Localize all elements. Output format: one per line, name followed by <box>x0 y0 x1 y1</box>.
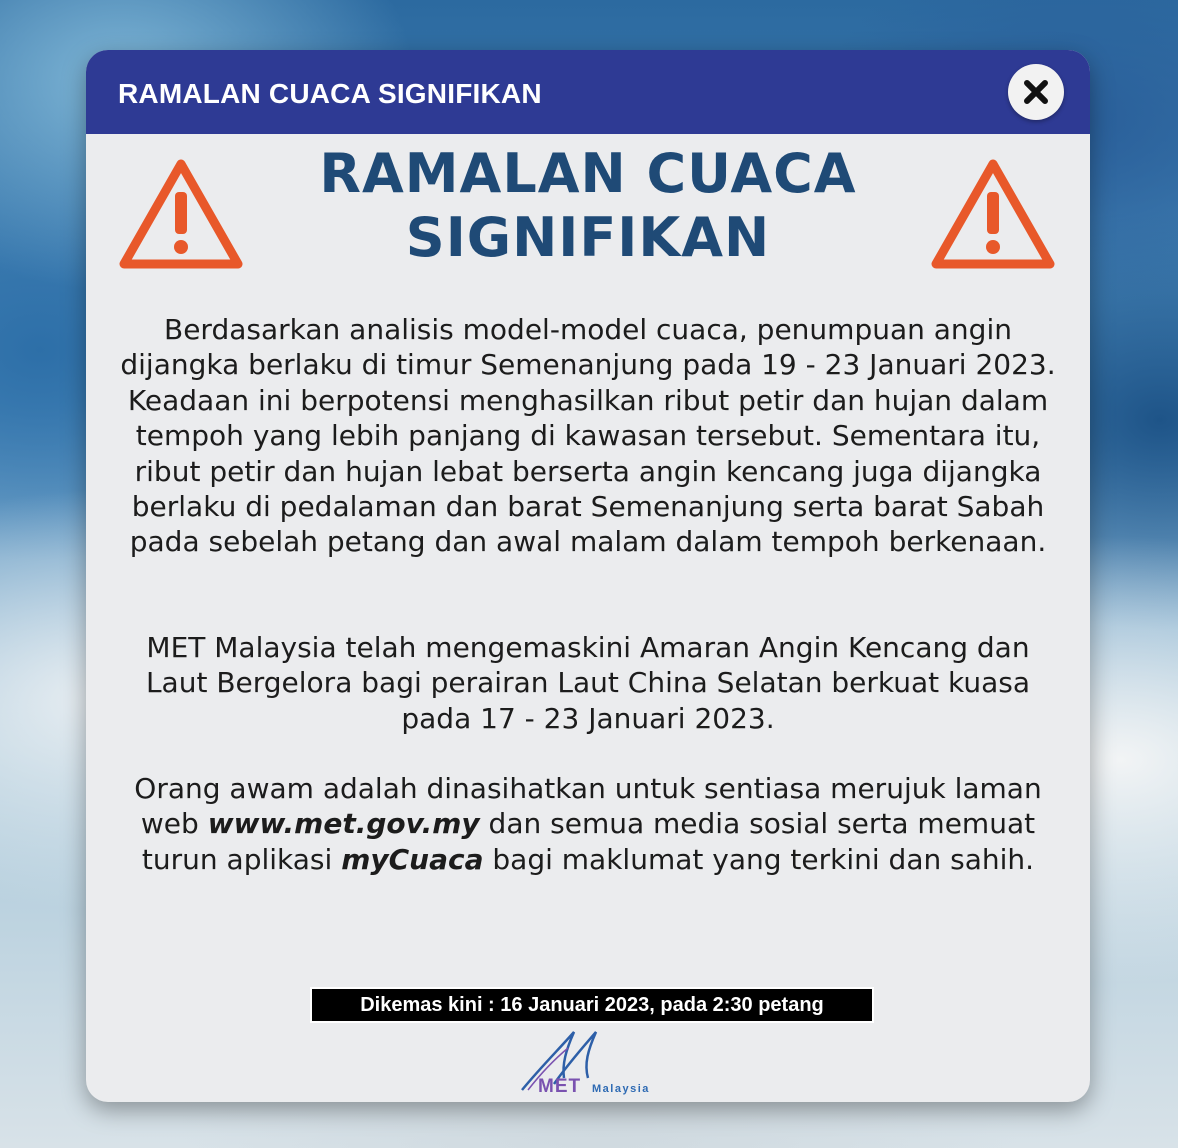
website-link[interactable]: www.met.gov.my <box>207 807 480 841</box>
close-icon <box>1023 79 1049 105</box>
advice-text: Orang awam adalah dinasihatkan untuk sentiasa merujuk laman web <box>134 772 1042 841</box>
poster-title-line1: RAMALAN CUACA <box>319 142 857 205</box>
logo-malaysia-text: Malaysia <box>592 1083 650 1095</box>
updated-timestamp: Dikemas kini : 16 Januari 2023, pada 2:30 petang <box>310 987 874 1023</box>
met-malaysia-logo <box>510 1028 670 1098</box>
advice-paragraph <box>116 771 1060 877</box>
poster-title <box>276 142 900 270</box>
warning-update-paragraph: MET Malaysia telah mengemaskini Amaran Angin Kencang dan Laut Bergelora bagi perairan Laut China Selatan berkuat kuasa pada 17 - 23 Januari 2023. <box>145 631 1031 735</box>
logo-met-text: MET <box>538 1076 582 1097</box>
weather-alert-dialog <box>86 50 1090 1102</box>
close-button[interactable] <box>1008 64 1064 120</box>
poster-title-line2: SIGNIFIKAN <box>405 206 771 269</box>
dialog-header <box>86 50 1090 134</box>
dialog-title: RAMALAN CUACA SIGNIFIKAN <box>118 78 542 109</box>
warning-triangle-icon <box>116 156 246 274</box>
app-name: myCuaca <box>341 842 484 876</box>
advice-text: dan semua media sosial serta memuat turun aplikasi <box>141 807 1036 876</box>
advice-text: bagi maklumat yang terkini dan sahih. <box>483 842 1035 876</box>
forecast-paragraph: Berdasarkan analisis model-model cuaca, penumpuan angin dijangka berlaku di timur Semenanjung pada 19 - 23 Januari 2023. Keadaan ini berpotensi menghasilkan ribut petir dan hujan dalam tempoh yang lebih panjang di kawasan tersebut. Sementara itu, ribut petir dan hujan lebat berserta angin kencang juga dijangka berlaku di pedalaman dan barat Semenanjung serta barat Sabah pada sebelah petang dan awal malam dalam tempoh berkenaan. <box>120 313 1056 559</box>
warning-triangle-icon <box>928 156 1058 274</box>
